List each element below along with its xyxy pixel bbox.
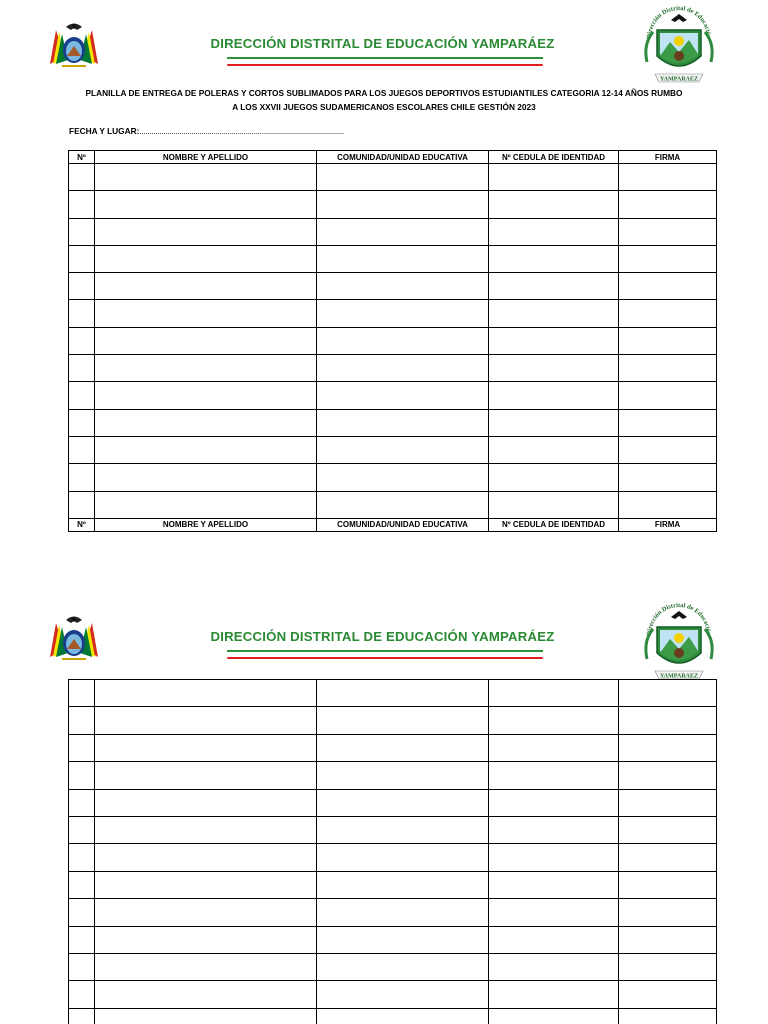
table-row	[69, 871, 717, 898]
number-cell[interactable]	[69, 300, 95, 327]
name-cell[interactable]	[95, 436, 317, 463]
id-card-cell[interactable]	[489, 436, 619, 463]
red-divider	[227, 64, 543, 66]
name-cell[interactable]	[95, 327, 317, 354]
community-cell[interactable]	[317, 464, 489, 491]
number-cell[interactable]	[69, 899, 95, 926]
table-body	[69, 680, 717, 1024]
community-cell[interactable]	[317, 382, 489, 409]
name-cell[interactable]	[95, 464, 317, 491]
number-cell[interactable]	[69, 191, 95, 218]
delivery-register-table-page-2	[68, 679, 717, 1024]
table-row	[69, 844, 717, 871]
table-row	[69, 491, 717, 518]
signature-cell[interactable]	[619, 245, 717, 272]
directorate-title: DIRECCIÓN DISTRITAL DE EDUCACIÓN YAMPARÁEZ	[210, 629, 555, 644]
name-cell[interactable]	[95, 762, 317, 789]
number-cell[interactable]	[69, 491, 95, 518]
id-card-cell[interactable]	[489, 382, 619, 409]
signature-cell[interactable]	[619, 789, 717, 816]
col-header-id-card: Nº CEDULA DE IDENTIDAD	[489, 151, 619, 164]
signature-cell[interactable]	[619, 491, 717, 518]
community-cell[interactable]	[317, 164, 489, 191]
name-cell[interactable]	[95, 273, 317, 300]
community-cell[interactable]	[317, 871, 489, 898]
id-card-cell[interactable]	[489, 981, 619, 1008]
name-cell[interactable]	[95, 164, 317, 191]
table-row	[69, 355, 717, 382]
id-card-cell[interactable]	[489, 734, 619, 761]
delivery-register-table-page-1	[68, 150, 717, 532]
signature-cell[interactable]	[619, 191, 717, 218]
number-cell[interactable]	[69, 218, 95, 245]
signature-cell[interactable]	[619, 816, 717, 843]
table-row	[69, 953, 717, 980]
name-cell[interactable]	[95, 382, 317, 409]
community-cell[interactable]	[317, 245, 489, 272]
id-card-cell[interactable]	[489, 953, 619, 980]
table-header-row	[69, 151, 717, 164]
signature-cell[interactable]	[619, 926, 717, 953]
id-card-cell[interactable]	[489, 926, 619, 953]
number-cell[interactable]	[69, 844, 95, 871]
name-cell[interactable]	[95, 899, 317, 926]
number-cell[interactable]	[69, 464, 95, 491]
table-row	[69, 382, 717, 409]
id-card-cell[interactable]	[489, 871, 619, 898]
svg-text:Dirección Distrital de Educaci: Dirección Distrital de Educación	[645, 601, 713, 636]
table-row	[69, 816, 717, 843]
signature-cell[interactable]	[619, 871, 717, 898]
signature-cell[interactable]	[619, 300, 717, 327]
col-footer-signature: FIRMA	[619, 518, 717, 531]
signature-cell[interactable]	[619, 953, 717, 980]
col-footer-community: COMUNIDAD/UNIDAD EDUCATIVA	[317, 518, 489, 531]
name-cell[interactable]	[95, 871, 317, 898]
date-place-label: FECHA Y LUGAR:	[69, 126, 140, 136]
community-cell[interactable]	[317, 953, 489, 980]
yamparaez-district-crest-logo	[637, 4, 721, 88]
yamparaez-district-crest-logo	[637, 601, 721, 685]
number-cell[interactable]	[69, 409, 95, 436]
date-place-field	[69, 126, 344, 136]
number-cell[interactable]	[69, 707, 95, 734]
id-card-cell[interactable]	[489, 164, 619, 191]
id-card-cell[interactable]	[489, 789, 619, 816]
community-cell[interactable]	[317, 816, 489, 843]
signature-cell[interactable]	[619, 218, 717, 245]
number-cell[interactable]	[69, 382, 95, 409]
name-cell[interactable]	[95, 734, 317, 761]
table-row	[69, 680, 717, 707]
community-cell[interactable]	[317, 491, 489, 518]
name-cell[interactable]	[95, 491, 317, 518]
signature-cell[interactable]	[619, 844, 717, 871]
community-cell[interactable]	[317, 409, 489, 436]
name-cell[interactable]	[95, 245, 317, 272]
name-cell[interactable]	[95, 707, 317, 734]
table-row	[69, 789, 717, 816]
table-row	[69, 164, 717, 191]
red-divider	[227, 657, 543, 659]
signature-cell[interactable]	[619, 164, 717, 191]
col-header-signature: FIRMA	[619, 151, 717, 164]
green-divider	[227, 57, 543, 59]
col-header-name: NOMBRE Y APELLIDO	[95, 151, 317, 164]
bolivia-coat-of-arms-logo	[44, 613, 104, 663]
bolivia-coat-of-arms-logo	[44, 20, 104, 70]
community-cell[interactable]	[317, 191, 489, 218]
signature-cell[interactable]	[619, 1008, 717, 1024]
col-footer-name: NOMBRE Y APELLIDO	[95, 518, 317, 531]
table-row	[69, 899, 717, 926]
table-row	[69, 926, 717, 953]
svg-text:YAMPARAEZ: YAMPARAEZ	[659, 673, 699, 680]
number-cell[interactable]	[69, 762, 95, 789]
green-divider	[227, 650, 543, 652]
table-footer-header-row	[69, 518, 717, 531]
community-cell[interactable]	[317, 926, 489, 953]
name-cell[interactable]	[95, 953, 317, 980]
id-card-cell[interactable]	[489, 218, 619, 245]
number-cell[interactable]	[69, 871, 95, 898]
id-card-cell[interactable]	[489, 464, 619, 491]
id-card-cell[interactable]	[489, 273, 619, 300]
id-card-cell[interactable]	[489, 355, 619, 382]
date-place-blank[interactable]: ......................................................................................................	[139, 126, 344, 136]
number-cell[interactable]	[69, 245, 95, 272]
table-row	[69, 273, 717, 300]
signature-cell[interactable]	[619, 409, 717, 436]
community-cell[interactable]	[317, 218, 489, 245]
table-body	[69, 164, 717, 519]
table-row	[69, 762, 717, 789]
number-cell[interactable]	[69, 164, 95, 191]
signature-cell[interactable]	[619, 273, 717, 300]
number-cell[interactable]	[69, 953, 95, 980]
community-cell[interactable]	[317, 762, 489, 789]
table-row	[69, 191, 717, 218]
id-card-cell[interactable]	[489, 899, 619, 926]
community-cell[interactable]	[317, 899, 489, 926]
name-cell[interactable]	[95, 218, 317, 245]
name-cell[interactable]	[95, 816, 317, 843]
table-row	[69, 707, 717, 734]
community-cell[interactable]	[317, 707, 489, 734]
name-cell[interactable]	[95, 409, 317, 436]
id-card-cell[interactable]	[489, 409, 619, 436]
number-cell[interactable]	[69, 273, 95, 300]
name-cell[interactable]	[95, 981, 317, 1008]
table-row	[69, 245, 717, 272]
table-row	[69, 981, 717, 1008]
table-row	[69, 734, 717, 761]
subtitle-line-2: A LOS XXVII JUEGOS SUDAMERICANOS ESCOLARES CHILE GESTIÓN 2023	[232, 102, 536, 112]
directorate-title: DIRECCIÓN DISTRITAL DE EDUCACIÓN YAMPARÁEZ	[210, 36, 555, 51]
signature-cell[interactable]	[619, 382, 717, 409]
name-cell[interactable]	[95, 1008, 317, 1024]
community-cell[interactable]	[317, 844, 489, 871]
form-subtitle	[40, 86, 728, 114]
id-card-cell[interactable]	[489, 1008, 619, 1024]
id-card-cell[interactable]	[489, 816, 619, 843]
community-cell[interactable]	[317, 355, 489, 382]
table-row	[69, 464, 717, 491]
signature-cell[interactable]	[619, 680, 717, 707]
id-card-cell[interactable]	[489, 680, 619, 707]
table-row	[69, 436, 717, 463]
id-card-cell[interactable]	[489, 300, 619, 327]
table-row	[69, 327, 717, 354]
name-cell[interactable]	[95, 844, 317, 871]
id-card-cell[interactable]	[489, 245, 619, 272]
number-cell[interactable]	[69, 436, 95, 463]
number-cell[interactable]	[69, 789, 95, 816]
number-cell[interactable]	[69, 327, 95, 354]
name-cell[interactable]	[95, 300, 317, 327]
number-cell[interactable]	[69, 816, 95, 843]
id-card-cell[interactable]	[489, 327, 619, 354]
community-cell[interactable]	[317, 981, 489, 1008]
id-card-cell[interactable]	[489, 844, 619, 871]
col-header-number: Nº	[69, 151, 95, 164]
col-header-community: COMUNIDAD/UNIDAD EDUCATIVA	[317, 151, 489, 164]
id-card-cell[interactable]	[489, 707, 619, 734]
signature-cell[interactable]	[619, 762, 717, 789]
community-cell[interactable]	[317, 680, 489, 707]
number-cell[interactable]	[69, 981, 95, 1008]
table-row	[69, 218, 717, 245]
community-cell[interactable]	[317, 734, 489, 761]
name-cell[interactable]	[95, 926, 317, 953]
name-cell[interactable]	[95, 680, 317, 707]
signature-cell[interactable]	[619, 899, 717, 926]
name-cell[interactable]	[95, 789, 317, 816]
signature-cell[interactable]	[619, 981, 717, 1008]
signature-cell[interactable]	[619, 327, 717, 354]
number-cell[interactable]	[69, 1008, 95, 1024]
signature-cell[interactable]	[619, 436, 717, 463]
document-page-2	[0, 595, 768, 1024]
number-cell[interactable]	[69, 926, 95, 953]
svg-text:Dirección Distrital de Educaci: Dirección Distrital de Educación	[645, 4, 713, 39]
col-footer-number: Nº	[69, 518, 95, 531]
col-footer-id-card: Nº CEDULA DE IDENTIDAD	[489, 518, 619, 531]
subtitle-line-1: PLANILLA DE ENTREGA DE POLERAS Y CORTOS SUBLIMADOS PARA LOS JUEGOS DEPORTIVOS ESTUDIANTILES CATEGORIA 12-14 AÑOS RUMBO	[85, 88, 683, 98]
community-cell[interactable]	[317, 436, 489, 463]
name-cell[interactable]	[95, 191, 317, 218]
community-cell[interactable]	[317, 789, 489, 816]
number-cell[interactable]	[69, 680, 95, 707]
id-card-cell[interactable]	[489, 762, 619, 789]
id-card-cell[interactable]	[489, 191, 619, 218]
id-card-cell[interactable]	[489, 491, 619, 518]
signature-cell[interactable]	[619, 464, 717, 491]
number-cell[interactable]	[69, 734, 95, 761]
signature-cell[interactable]	[619, 734, 717, 761]
svg-text:YAMPARAEZ: YAMPARAEZ	[659, 76, 699, 83]
community-cell[interactable]	[317, 300, 489, 327]
table-row	[69, 409, 717, 436]
name-cell[interactable]	[95, 355, 317, 382]
community-cell[interactable]	[317, 273, 489, 300]
community-cell[interactable]	[317, 1008, 489, 1024]
number-cell[interactable]	[69, 355, 95, 382]
table-row	[69, 1008, 717, 1024]
signature-cell[interactable]	[619, 355, 717, 382]
signature-cell[interactable]	[619, 707, 717, 734]
community-cell[interactable]	[317, 327, 489, 354]
table-row	[69, 300, 717, 327]
